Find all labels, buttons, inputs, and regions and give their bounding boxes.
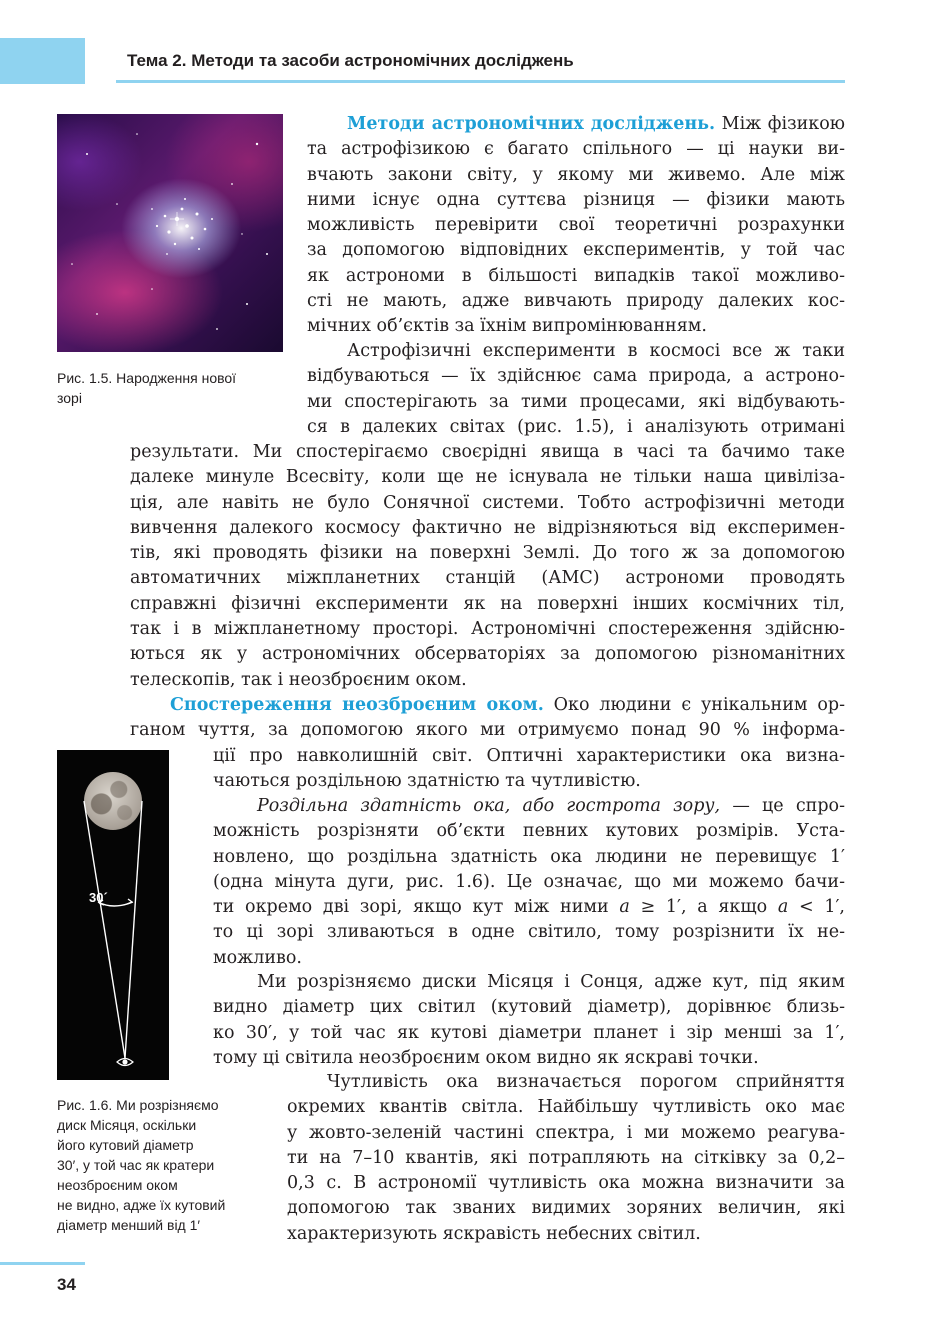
text-line: за допомогою відповідних експериментів, у той час <box>307 240 845 261</box>
text-line: ція, але навіть не було Сонячної системи. Тобто астрофізичні методи <box>130 492 845 513</box>
text-line: новлено, що роздільна здатність ока людини не перевищує 1′ <box>213 846 845 867</box>
section-heading-methods: Методи астрономічних досліджень. <box>347 114 716 134</box>
text-line: тому ці світила неозброєним оком видно як яскраві точки. <box>213 1047 759 1068</box>
page-header-title: Тема 2. Методи та засоби астрономічних досліджень <box>127 51 574 70</box>
caption-line: його кутовий діаметр <box>57 1137 194 1153</box>
paragraph-resolution <box>213 794 845 971</box>
text-line: вивчення далекого космосу фактично не відрізняються від експеримен- <box>130 517 845 538</box>
figure-1-6-caption <box>57 1095 225 1235</box>
text-line: допомогою так званих видимих зоряних величин, які <box>287 1198 845 1219</box>
text-line: ми спостерігають за тими процесами, які відбувають- <box>307 391 845 412</box>
text-line: у жовто-зеленій частині спектра, і ми можемо реагува- <box>287 1122 845 1143</box>
caption-line: діаметр менший від 1′ <box>57 1217 201 1233</box>
text-line: вчають закони світу, у якому ми живемо. Але між <box>307 164 845 185</box>
text-line: мічних об’єктів за їхнім випромінюванням. <box>307 316 707 337</box>
text-line: ними існує одна суттєва різниця — фізики мають <box>307 189 845 210</box>
text-line: видно діаметр цих світил (кутовий діаметр), дорівнює близь- <box>213 997 845 1018</box>
paragraph-naked-eye-wide <box>130 693 845 744</box>
text-span: ≥ 1′, а якщо <box>629 897 778 918</box>
text-span: < 1′, <box>788 897 845 918</box>
text-line: ти на 7–10 квантів, які потрапляють на сітківку за 0,2– <box>287 1147 845 1168</box>
text-line: ко 30′, у той час як кутові діаметри планет і зір менші за 1′, <box>213 1022 845 1043</box>
caption-line: Рис. 1.5. Народження нової <box>57 370 237 386</box>
text-line: характеризують яскравість небесних світил. <box>287 1223 701 1244</box>
text-line: Ми розрізняємо диски Місяця і Сонця, адже кут, під яким <box>257 972 845 992</box>
section-heading-naked-eye: Спостереження неозброєним оком. <box>170 695 544 715</box>
text-line: результати. Ми спостерігаємо своєрідні явища в часі та бачимо таке <box>130 442 845 462</box>
angle-diagram <box>57 750 169 1080</box>
text-line: телескопів, так і неозброєним оком. <box>130 669 467 690</box>
text-line: можливо. <box>213 947 302 968</box>
text-span: Між фізикою <box>715 114 846 134</box>
text-line: чаються роздільною здатністю та чутливістю. <box>213 771 641 792</box>
paragraph-methods <box>307 112 845 340</box>
paragraph-astrophysics-wide <box>130 440 845 693</box>
caption-line: Рис. 1.6. Ми розрізняємо <box>57 1097 219 1113</box>
figure-star-birth-image <box>57 114 283 352</box>
figure-1-5-caption <box>57 368 236 408</box>
text-line: як астрономи в більшості випадків такої можливо- <box>307 265 845 286</box>
page-number: 34 <box>57 1275 76 1294</box>
text-line: ються як у астрономічних обсерваторіях за допомогою різноманітних <box>130 644 845 665</box>
text-line: Чутливість ока визначається порогом сприйняття <box>327 1072 845 1092</box>
footer-rule <box>0 1262 85 1265</box>
math-variable: a <box>619 897 630 918</box>
text-line: так і в міжпланетному просторі. Астрономічні спостереження здійсню- <box>130 619 845 640</box>
text-line <box>130 693 845 718</box>
paragraph-sensitivity <box>287 1070 845 1247</box>
paragraph-astrophysics-narrow <box>307 339 845 440</box>
text-line: окремих квантів світла. Найбільшу чутливість око має <box>287 1097 845 1118</box>
italic-term: Роздільна здатність ока, або гострота зору, <box>257 796 721 816</box>
text-line: Астрофізичні експерименти в космосі все ж таки <box>347 341 845 361</box>
text-line: ся в далеких світах (рис. 1.5), і аналізують отримані <box>307 416 845 437</box>
angle-label: 30´ <box>89 890 108 905</box>
text-line: сті не мають, адже вивчають природу далеких кос- <box>307 291 845 312</box>
text-line: то ці зорі зливаються в одне світило, тому розрізнити їх не- <box>213 922 845 943</box>
caption-line: диск Місяця, оскільки <box>57 1117 197 1133</box>
caption-line: зорі <box>57 390 82 406</box>
text-line: автоматичних міжпланетних станцій (АМС) астрономи проводять <box>130 568 845 589</box>
star-field-graphic <box>57 114 283 352</box>
paragraph-moon-sun <box>213 970 845 1071</box>
text-line: справжні фізичні експерименти як на поверхні інших космічних тіл, <box>130 593 845 614</box>
text-line: та астрофізикою є багато спільного — ці науки ви- <box>307 139 845 160</box>
text-line <box>213 794 845 819</box>
text-line: можність розрізняти об’єкти певних кутових розмірів. Уста- <box>213 821 845 842</box>
math-variable: a <box>777 897 789 918</box>
caption-line: 30′, у той час як кратери <box>57 1157 215 1173</box>
caption-line: не видно, адже їх кутовий <box>57 1197 226 1213</box>
text-line: ції про навколишній світ. Оптичні характеристики ока визна- <box>213 746 845 766</box>
header-rule <box>116 80 845 83</box>
text-line: далеке минуле Всесвіту, коли ще не існувала не тільки наша цивіліза- <box>130 467 845 488</box>
text-span: ти окремо дві зорі, якщо кут між ними <box>213 897 620 918</box>
text-line: відбуваються — їх здійснює сама природа, а астроно- <box>307 366 845 387</box>
text-line: тів, які проводять фізики на поверхні Землі. До того ж за допомогою <box>130 543 845 564</box>
text-line: (одна мінута дуги, рис. 1.6). Це означає, що ми можемо бачи- <box>213 871 845 892</box>
text-span: — це спро- <box>720 796 845 816</box>
text-line: можливість перевірити свої теоретичні розрахунки <box>307 215 845 236</box>
text-line <box>213 895 845 920</box>
figure-moon-angle-image <box>57 750 169 1080</box>
caption-line: неозброєним оком <box>57 1177 178 1193</box>
text-span: Око людини є унікальним ор- <box>543 695 845 715</box>
text-line: ганом чуття, за допомогою якого ми отримуємо понад 90 % інформа- <box>130 720 845 741</box>
header-accent-block <box>0 38 85 84</box>
paragraph-naked-eye-narrow <box>213 744 845 795</box>
text-line: 0,3 с. В астрономії чутливість ока можна визначити за <box>287 1173 845 1194</box>
text-line <box>307 112 845 137</box>
